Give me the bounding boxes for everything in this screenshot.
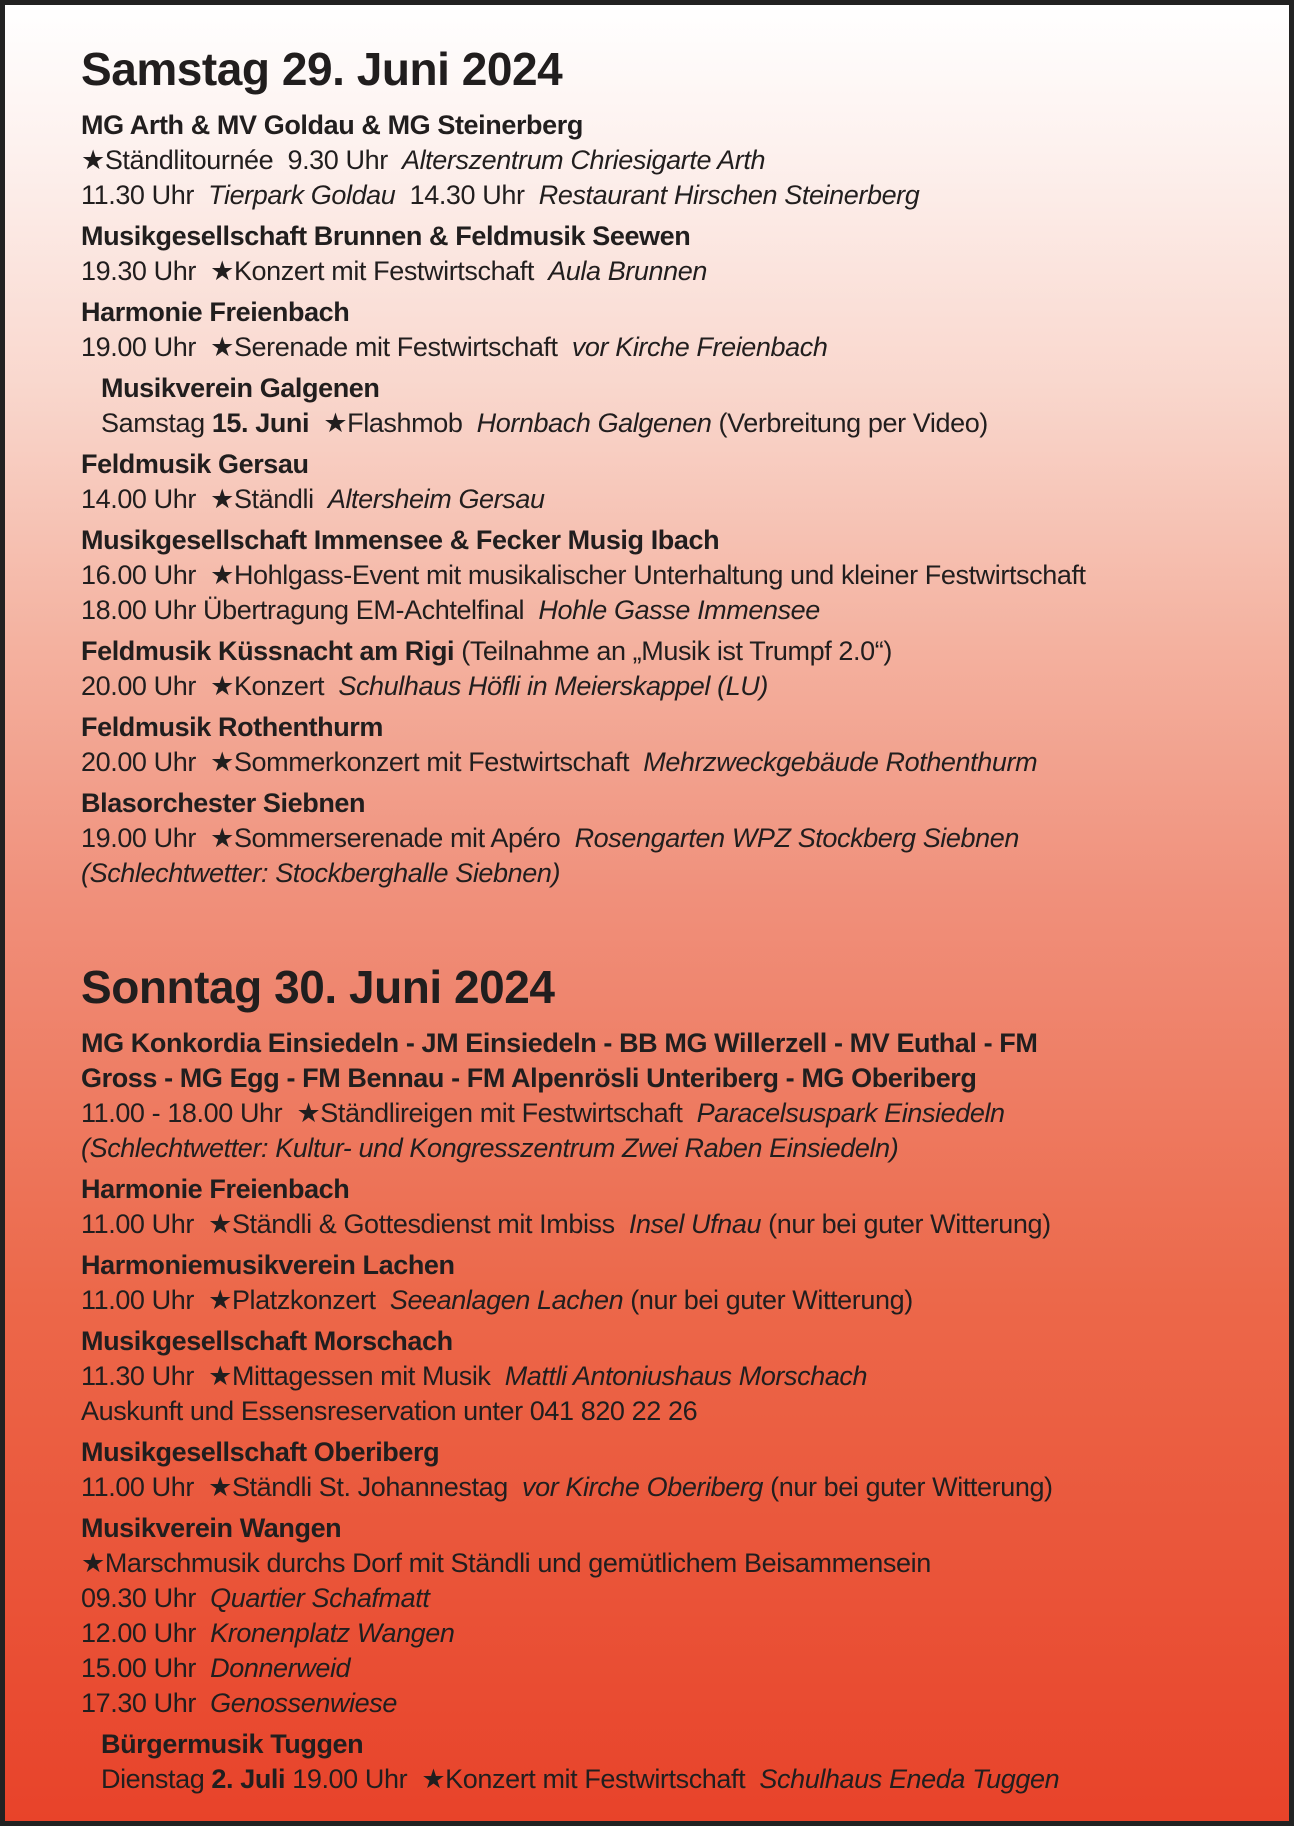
text-segment: MG Arth & MV Goldau & MG Steinerberg [81,109,583,140]
event-line [81,1207,1239,1242]
text-segment: Ständlireigen mit Festwirtschaft [320,1097,697,1128]
event-group [81,1511,1239,1721]
text-segment: Harmonie Freienbach [81,1173,350,1204]
text-segment: 19.00 Uhr [81,331,211,362]
text-segment: 09.30 Uhr [81,1582,211,1613]
text-segment: (Teilnahme an „Musik ist Trumpf 2.0“) [454,635,892,666]
star-icon: ★ [210,331,234,362]
star-icon: ★ [421,1763,446,1794]
text-segment: 18.00 Uhr Übertragung EM-Achtelfinal [81,594,539,625]
day-heading: Samstag 29. Juni 2024 [81,43,563,95]
text-segment: 17.30 Uhr [81,1687,211,1718]
event-line [81,1359,1239,1394]
event-group-title [81,447,1239,482]
text-segment: Konzert mit Festwirtschaft [445,1763,760,1794]
text-segment: Genossenwiese [210,1687,397,1718]
event-group-title [81,523,1239,558]
event-group [81,634,1239,704]
event-line [81,1546,1239,1581]
event-group [81,1324,1239,1429]
event-line [81,593,1239,628]
event-line [81,821,1239,856]
text-segment: 19.00 Uhr [81,822,211,853]
event-line [81,482,1239,517]
text-segment: 20.00 Uhr [81,746,211,777]
event-group [81,371,1239,441]
text-segment: vor Kirche Freienbach [571,331,828,362]
text-segment: Flashmob [347,407,477,438]
text-segment: Gross - MG Egg - FM Bennau - FM Alpenrösli Unteriberg - MG Oberiberg [81,1062,977,1093]
text-segment: Auskunft und Essensreservation unter 041 820 22 26 [81,1395,698,1426]
text-segment: Musikgesellschaft Oberiberg [81,1436,440,1467]
event-line [81,1470,1239,1505]
event-group-title [81,219,1239,254]
text-segment: 12.00 Uhr [81,1617,211,1648]
text-segment: Ständli [233,483,328,514]
event-group-title [81,295,1239,330]
text-segment: Rosengarten WPZ Stockberg Siebnen [574,822,1019,853]
text-segment: (Schlechtwetter: Kultur- und Kongresszentrum Zwei Raben Einsiedeln) [81,1132,899,1163]
star-icon: ★ [208,1284,232,1315]
star-icon: ★ [208,1208,232,1239]
event-group-title [81,108,1239,143]
text-segment [309,408,323,438]
text-segment: Alterszentrum Chriesigarte Arth [401,144,766,175]
text-segment: Mattli Antoniushaus Morschach [504,1360,868,1391]
text-segment: Ständlitournée 9.30 Uhr [104,144,402,175]
event-group [81,219,1239,289]
event-line [81,669,1239,704]
text-segment: 19.30 Uhr [81,255,211,286]
text-segment: (nur bei guter Witterung) [761,1208,1051,1239]
text-segment: Insel Ufnau [628,1208,762,1239]
text-segment: Platzkonzert [231,1284,390,1315]
text-segment: Feldmusik Rothenthurm [81,711,384,742]
event-line [81,1283,1239,1318]
text-segment: Konzert [233,670,339,701]
text-segment: Feldmusik Gersau [81,448,309,479]
text-segment: Marschmusik durchs Dorf mit Ständli und gemütlichem Beisammensein [104,1547,931,1578]
day-heading: Sonntag 30. Juni 2024 [81,960,555,1013]
event-line [101,406,1239,441]
text-segment: (Schlechtwetter: Stockberghalle Siebnen) [81,857,561,888]
event-group [81,447,1239,517]
event-line [81,856,1239,891]
event-group-title [81,1172,1239,1207]
text-segment: Donnerweid [210,1652,351,1683]
text-segment: 14.30 Uhr [395,179,539,210]
text-segment: Seeanlagen Lachen [389,1284,624,1315]
event-group [81,1026,1239,1166]
event-line [81,1686,1239,1721]
event-line [81,1394,1239,1429]
text-segment: Restaurant Hirschen Steinerberg [538,179,920,210]
text-segment: Musikverein Galgenen [101,372,380,403]
text-segment: 16.00 Uhr [81,559,211,590]
text-segment: Altersheim Gersau [327,483,545,514]
text-segment: MG Konkordia Einsiedeln - JM Einsiedeln - BB MG Willerzell - MV Euthal - FM [81,1027,1038,1058]
star-icon: ★ [210,255,234,286]
text-segment: 11.30 Uhr [81,179,209,210]
text-segment: Hornbach Galgenen [476,407,712,438]
text-segment: vor Kirche Oberiberg [522,1471,764,1502]
event-line [81,1581,1239,1616]
event-group-title [81,710,1239,745]
event-group-title [81,1026,1239,1061]
event-group [81,1172,1239,1242]
day-section [81,961,1239,1797]
star-icon: ★ [210,746,234,777]
event-line [81,1651,1239,1686]
text-segment: Blasorchester Siebnen [81,787,366,818]
star-icon: ★ [81,1547,105,1578]
event-line [81,745,1239,780]
event-line [101,1762,1239,1797]
text-segment: Ständli & Gottesdienst mit Imbiss [231,1208,629,1239]
text-segment: Quartier Schafmatt [210,1582,430,1613]
event-group-title [101,1727,1239,1762]
text-segment: 15. Juni [211,407,310,438]
text-segment: Musikverein Wangen [81,1512,342,1543]
event-list [81,43,1239,1797]
event-group [81,786,1239,891]
event-line [81,178,1239,213]
star-icon: ★ [210,483,234,514]
text-segment: Sommerkonzert mit Festwirtschaft [233,746,644,777]
text-segment: Kronenplatz Wangen [210,1617,455,1648]
event-line [81,1096,1239,1131]
star-icon: ★ [208,1471,232,1502]
star-icon: ★ [208,1360,232,1391]
text-segment: Mittagessen mit Musik [231,1360,505,1391]
text-segment: 15.00 Uhr [81,1652,211,1683]
star-icon: ★ [210,670,234,701]
event-group [81,295,1239,365]
text-segment: Paracelsuspark Einsiedeln [696,1097,1005,1128]
event-group-title [81,1061,1239,1096]
event-group [81,523,1239,628]
event-group-title [81,1511,1239,1546]
text-segment: (Verbreitung per Video) [711,407,988,438]
text-segment: Serenade mit Festwirtschaft [233,331,572,362]
star-icon: ★ [323,407,348,438]
text-segment: Hohle Gasse Immensee [538,594,820,625]
text-segment: Konzert mit Festwirtschaft [233,255,549,286]
event-group-title [81,634,1239,669]
text-segment: Dienstag [101,1763,212,1794]
text-segment: Samstag [101,407,212,438]
text-segment: Musikgesellschaft Brunnen & Feldmusik Seewen [81,220,691,251]
text-segment: (nur bei guter Witterung) [763,1471,1053,1502]
text-segment: Mehrzweckgebäude Rothenthurm [643,746,1038,777]
text-segment: 11.00 - 18.00 Uhr [81,1097,297,1128]
event-line [81,1616,1239,1651]
text-segment: Ständli St. Johannestag [231,1471,523,1502]
event-line [81,143,1239,178]
event-group [81,1435,1239,1505]
event-line [81,1131,1239,1166]
event-group [81,108,1239,213]
text-segment: Tierpark Goldau [208,179,396,210]
text-segment: 19.00 Uhr [285,1763,422,1794]
text-segment: Sommerserenade mit Apéro [233,822,575,853]
text-segment: 14.00 Uhr [81,483,211,514]
star-icon: ★ [81,144,105,175]
text-segment: Bürgermusik Tuggen [101,1728,364,1759]
text-segment: Schulhaus Höfli in Meierskappel (LU) [338,670,768,701]
event-line [81,330,1239,365]
text-segment: 20.00 Uhr [81,670,211,701]
event-group [81,710,1239,780]
text-segment: 11.00 Uhr [81,1471,209,1502]
text-segment: 11.00 Uhr [81,1208,209,1239]
text-segment: Feldmusik Küssnacht am Rigi [81,635,455,666]
text-segment: Musikgesellschaft Morschach [81,1325,453,1356]
text-segment: Schulhaus Eneda Tuggen [759,1763,1060,1794]
star-icon: ★ [296,1097,321,1128]
star-icon: ★ [210,822,234,853]
text-segment: 11.30 Uhr [81,1360,209,1391]
text-segment: Harmoniemusikverein Lachen [81,1249,455,1280]
text-segment: 2. Juli [211,1763,286,1794]
event-group [81,1727,1239,1797]
text-segment: Hohlgass-Event mit musikalischer Unterhaltung und kleiner Festwirtschaft [233,559,1086,590]
text-segment: Harmonie Freienbach [81,296,350,327]
text-segment: (nur bei guter Witterung) [623,1284,913,1315]
text-segment: Aula Brunnen [548,255,707,286]
event-line [81,558,1239,593]
day-section [81,43,1239,891]
event-group-title [81,786,1239,821]
text-segment: 11.00 Uhr [81,1284,209,1315]
star-icon: ★ [210,559,234,590]
event-group-title [81,1248,1239,1283]
event-group-title [81,1324,1239,1359]
event-group [81,1248,1239,1318]
event-group-title [81,1435,1239,1470]
event-group-title [101,371,1239,406]
event-line [81,254,1239,289]
text-segment: Musikgesellschaft Immensee & Fecker Musig Ibach [81,524,720,555]
